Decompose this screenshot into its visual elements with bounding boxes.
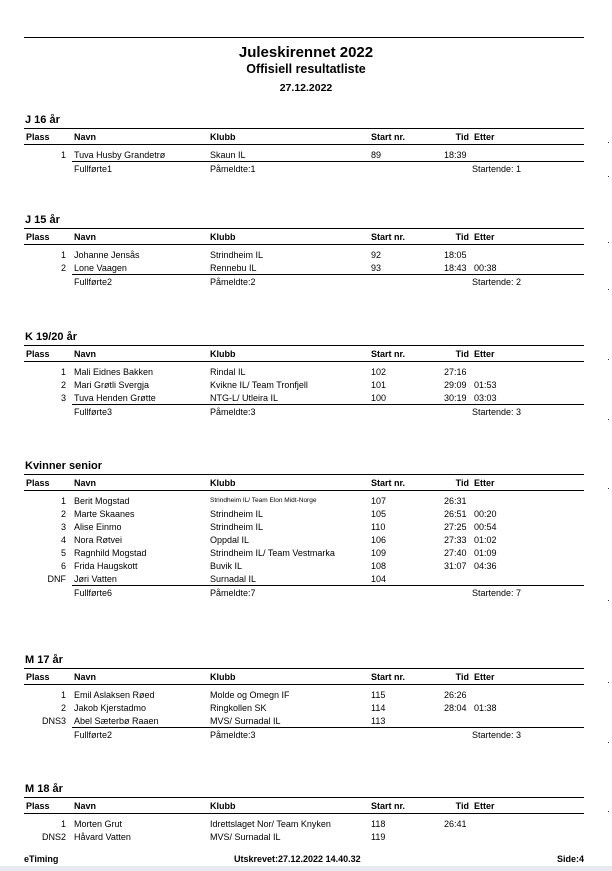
cell-plass: 2: [60, 380, 66, 390]
cell-tid: 27:40: [444, 548, 467, 558]
column-header-row: [24, 477, 584, 489]
column-header-etter: Etter: [474, 232, 495, 242]
column-header-klubb: Klubb: [210, 672, 236, 682]
result-row: [24, 831, 584, 844]
cell-start: 89: [371, 150, 382, 160]
result-row: [24, 560, 584, 573]
cell-start: 108: [371, 561, 387, 571]
column-header-tid: Tid: [455, 232, 469, 242]
document-subtitle: Offisiell resultatliste: [246, 62, 366, 76]
column-header-navn: Navn: [74, 232, 97, 242]
cell-etter: 00:54: [474, 522, 497, 532]
cell-start: 93: [371, 263, 382, 273]
cell-plass: DNS3: [41, 716, 66, 726]
margin-mark: [608, 682, 609, 683]
cell-tid: 27:16: [444, 367, 467, 377]
event-title: Juleskirennet 2022: [238, 44, 374, 61]
cell-klubb: Buvik IL: [210, 561, 243, 571]
summary-rule: [72, 161, 584, 162]
summary-fullforte: Fullførte6: [74, 588, 113, 598]
summary-rule: [72, 274, 584, 275]
cell-navn: Berit Mogstad: [74, 496, 130, 506]
page-footer: [24, 854, 584, 866]
section-rule: [24, 668, 584, 669]
margin-mark: [608, 419, 609, 420]
margin-mark: [608, 742, 609, 743]
cell-navn: Abel Sæterbø Raaen: [74, 716, 159, 726]
cell-start: 114: [371, 703, 386, 713]
cell-plass: 3: [60, 522, 66, 532]
cell-start: 107: [371, 496, 387, 506]
result-row: [24, 249, 584, 262]
cell-tid: 26:51: [444, 509, 467, 519]
column-header-rule: [24, 490, 584, 491]
cell-etter: 01:02: [474, 535, 497, 545]
column-header-tid: Tid: [455, 132, 469, 142]
cell-etter: 03:03: [474, 393, 497, 403]
column-header-klubb: Klubb: [210, 801, 236, 811]
column-header-navn: Navn: [74, 478, 97, 488]
cell-tid: 26:41: [444, 819, 467, 829]
column-header-start: Start nr.: [371, 349, 406, 359]
summary-startende: Startende: 3: [472, 407, 522, 417]
cell-plass: 1: [60, 496, 66, 506]
cell-plass: DNF: [47, 574, 66, 584]
event-date: 27.12.2022: [279, 82, 333, 94]
cell-tid: 18:43: [444, 263, 467, 273]
cell-navn: Håvard Vatten: [74, 832, 131, 842]
cell-klubb: Surnadal IL: [210, 574, 257, 584]
cell-klubb: MVS/ Surnadal IL: [210, 716, 281, 726]
cell-tid: 18:05: [444, 250, 467, 260]
summary-fullforte: Fullførte3: [74, 407, 113, 417]
cell-etter: 00:20: [474, 509, 497, 519]
cell-tid: 26:26: [444, 690, 467, 700]
footer-software: eTiming: [24, 854, 59, 864]
cell-navn: Ragnhild Mogstad: [74, 548, 147, 558]
result-row: [24, 818, 584, 831]
section-title: M 17 år: [25, 654, 63, 666]
margin-mark: [608, 289, 609, 290]
cell-navn: Nora Røtvei: [74, 535, 123, 545]
column-header-row: [24, 348, 584, 360]
result-row: [24, 547, 584, 560]
summary-pameldte: Påmeldte:1: [210, 164, 256, 174]
column-header-navn: Navn: [74, 349, 97, 359]
summary-pameldte: Påmeldte:2: [210, 277, 256, 287]
result-row: [24, 366, 584, 379]
cell-navn: Mali Eidnes Bakken: [74, 367, 154, 377]
cell-start: 110: [371, 522, 386, 532]
cell-tid: 31:07: [444, 561, 467, 571]
summary-fullforte: Fullførte1: [74, 164, 113, 174]
footer-printed: Utskrevet:27.12.2022 14.40.32: [234, 854, 361, 864]
margin-mark: [608, 176, 609, 177]
cell-start: 115: [371, 690, 386, 700]
cell-navn: Tuva Husby Grandetrø: [74, 150, 166, 160]
cell-klubb: Rindal IL: [210, 367, 246, 377]
section-title: Kvinner senior: [25, 460, 103, 472]
cell-navn: Lone Vaagen: [74, 263, 127, 273]
summary-fullforte: Fullførte2: [74, 730, 113, 740]
summary-startende: Startende: 7: [472, 588, 522, 598]
column-header-row: [24, 800, 584, 812]
cell-start: 92: [371, 250, 382, 260]
cell-klubb: NTG-L/ Utleira IL: [210, 393, 279, 403]
cell-start: 101: [371, 380, 387, 390]
summary-row: [24, 163, 584, 175]
cell-start: 109: [371, 548, 387, 558]
column-header-start: Start nr.: [371, 672, 406, 682]
cell-plass: 6: [60, 561, 66, 571]
cell-klubb: Strindheim IL: [210, 522, 264, 532]
cell-klubb: Idrettslaget Nor/ Team Knyken: [210, 819, 331, 829]
summary-row: [24, 406, 584, 418]
cell-tid: 18:39: [444, 150, 467, 160]
summary-pameldte: Påmeldte:7: [210, 588, 256, 598]
cell-plass: 1: [60, 819, 66, 829]
summary-rule: [72, 404, 584, 405]
cell-klubb: Strindheim IL/ Team Vestmarka: [210, 548, 335, 558]
column-header-plass: Plass: [26, 349, 50, 359]
column-header-klubb: Klubb: [210, 232, 236, 242]
cell-start: 105: [371, 509, 387, 519]
cell-klubb: Strindheim IL: [210, 250, 264, 260]
cell-navn: Alise Einmo: [74, 522, 122, 532]
cell-plass: 1: [60, 150, 66, 160]
column-header-rule: [24, 144, 584, 145]
summary-fullforte: Fullførte2: [74, 277, 113, 287]
cell-start: 106: [371, 535, 387, 545]
result-row: [24, 508, 584, 521]
cell-plass: 4: [60, 535, 66, 545]
summary-rule: [72, 585, 584, 586]
cell-klubb: Kvikne IL/ Team Tronfjell: [210, 380, 308, 390]
cell-plass: 1: [60, 690, 66, 700]
summary-row: [24, 729, 584, 741]
result-row: [24, 495, 584, 508]
margin-mark: [608, 811, 609, 812]
column-header-plass: Plass: [26, 801, 50, 811]
section-rule: [24, 128, 584, 129]
column-header-rule: [24, 361, 584, 362]
cell-tid: 26:31: [444, 496, 467, 506]
margin-mark: [608, 242, 609, 243]
result-row: [24, 534, 584, 547]
footer-page-number: Side:4: [556, 854, 584, 864]
cell-plass: 1: [60, 250, 66, 260]
cell-klubb: Ringkollen SK: [210, 703, 267, 713]
top-rule: [24, 37, 584, 38]
summary-rule: [72, 727, 584, 728]
column-header-start: Start nr.: [371, 232, 406, 242]
section-rule: [24, 345, 584, 346]
section-rule: [24, 797, 584, 798]
column-header-plass: Plass: [26, 672, 50, 682]
column-header-klubb: Klubb: [210, 478, 236, 488]
cell-plass: 5: [60, 548, 66, 558]
cell-plass: 2: [60, 509, 66, 519]
cell-klubb: Strindheim IL/ Team Elon Midt-Norge: [210, 497, 317, 504]
cell-navn: Emil Aslaksen Røed: [74, 690, 155, 700]
column-header-etter: Etter: [474, 478, 495, 488]
summary-pameldte: Påmeldte:3: [210, 730, 256, 740]
cell-navn: Jakob Kjerstadmo: [74, 703, 147, 713]
column-header-rule: [24, 684, 584, 685]
margin-mark: [608, 359, 609, 360]
result-row: [24, 702, 584, 715]
cell-tid: 28:04: [444, 703, 467, 713]
column-header-plass: Plass: [26, 478, 50, 488]
cell-navn: Johanne Jensås: [74, 250, 140, 260]
cell-navn: Morten Grut: [74, 819, 123, 829]
cell-klubb: Strindheim IL: [210, 509, 264, 519]
result-row: [24, 379, 584, 392]
cell-start: 119: [371, 832, 386, 842]
cell-plass: DNS2: [41, 832, 66, 842]
column-header-plass: Plass: [26, 232, 50, 242]
cell-klubb: Skaun IL: [210, 150, 246, 160]
cell-start: 100: [371, 393, 387, 403]
column-header-row: [24, 231, 584, 243]
summary-startende: Startende: 3: [472, 730, 522, 740]
column-header-etter: Etter: [474, 672, 495, 682]
column-header-plass: Plass: [26, 132, 50, 142]
cell-start: 104: [371, 574, 387, 584]
section-title: M 18 år: [25, 783, 63, 795]
section-rule: [24, 474, 584, 475]
cell-navn: Frida Haugskott: [74, 561, 138, 571]
column-header-etter: Etter: [474, 132, 495, 142]
column-header-klubb: Klubb: [210, 349, 236, 359]
bottom-strip: [0, 866, 612, 871]
column-header-navn: Navn: [74, 801, 97, 811]
cell-etter: 01:09: [474, 548, 497, 558]
cell-tid: 27:25: [444, 522, 467, 532]
cell-klubb: Molde og Omegn IF: [210, 690, 290, 700]
column-header-row: [24, 131, 584, 143]
margin-mark: [608, 600, 609, 601]
cell-etter: 00:38: [474, 263, 497, 273]
cell-navn: Marte Skaanes: [74, 509, 135, 519]
cell-etter: 01:53: [474, 380, 497, 390]
summary-pameldte: Påmeldte:3: [210, 407, 256, 417]
summary-startende: Startende: 2: [472, 277, 522, 287]
cell-etter: 04:36: [474, 561, 497, 571]
cell-navn: Mari Grøtli Svergja: [74, 380, 150, 390]
column-header-navn: Navn: [74, 672, 97, 682]
column-header-start: Start nr.: [371, 132, 406, 142]
result-row: [24, 521, 584, 534]
margin-mark: [608, 142, 609, 143]
column-header-tid: Tid: [455, 672, 469, 682]
cell-klubb: MVS/ Surnadal IL: [210, 832, 281, 842]
summary-row: [24, 587, 584, 599]
section-title: K 19/20 år: [25, 331, 77, 343]
margin-mark: [608, 488, 609, 489]
cell-start: 118: [371, 819, 386, 829]
column-header-tid: Tid: [455, 478, 469, 488]
cell-tid: 29:09: [444, 380, 467, 390]
cell-navn: Jøri Vatten: [74, 574, 117, 584]
cell-plass: 3: [60, 393, 66, 403]
column-header-etter: Etter: [474, 801, 495, 811]
section-title: J 16 år: [25, 114, 60, 126]
summary-startende: Startende: 1: [472, 164, 522, 174]
cell-etter: 01:38: [474, 703, 497, 713]
cell-plass: 1: [60, 367, 66, 377]
section-rule: [24, 228, 584, 229]
cell-tid: 27:33: [444, 535, 467, 545]
column-header-navn: Navn: [74, 132, 97, 142]
column-header-start: Start nr.: [371, 478, 406, 488]
summary-row: [24, 276, 584, 288]
column-header-tid: Tid: [455, 349, 469, 359]
result-row: [24, 689, 584, 702]
cell-klubb: Oppdal IL: [210, 535, 250, 545]
column-header-rule: [24, 244, 584, 245]
column-header-tid: Tid: [455, 801, 469, 811]
cell-plass: 2: [60, 703, 66, 713]
column-header-row: [24, 671, 584, 683]
cell-klubb: Rennebu IL: [210, 263, 257, 273]
cell-start: 113: [371, 716, 386, 726]
column-header-klubb: Klubb: [210, 132, 236, 142]
column-header-rule: [24, 813, 584, 814]
column-header-start: Start nr.: [371, 801, 406, 811]
cell-tid: 30:19: [444, 393, 467, 403]
cell-navn: Tuva Henden Grøtte: [74, 393, 156, 403]
cell-start: 102: [371, 367, 387, 377]
column-header-etter: Etter: [474, 349, 495, 359]
cell-plass: 2: [60, 263, 66, 273]
section-title: J 15 år: [25, 214, 60, 226]
